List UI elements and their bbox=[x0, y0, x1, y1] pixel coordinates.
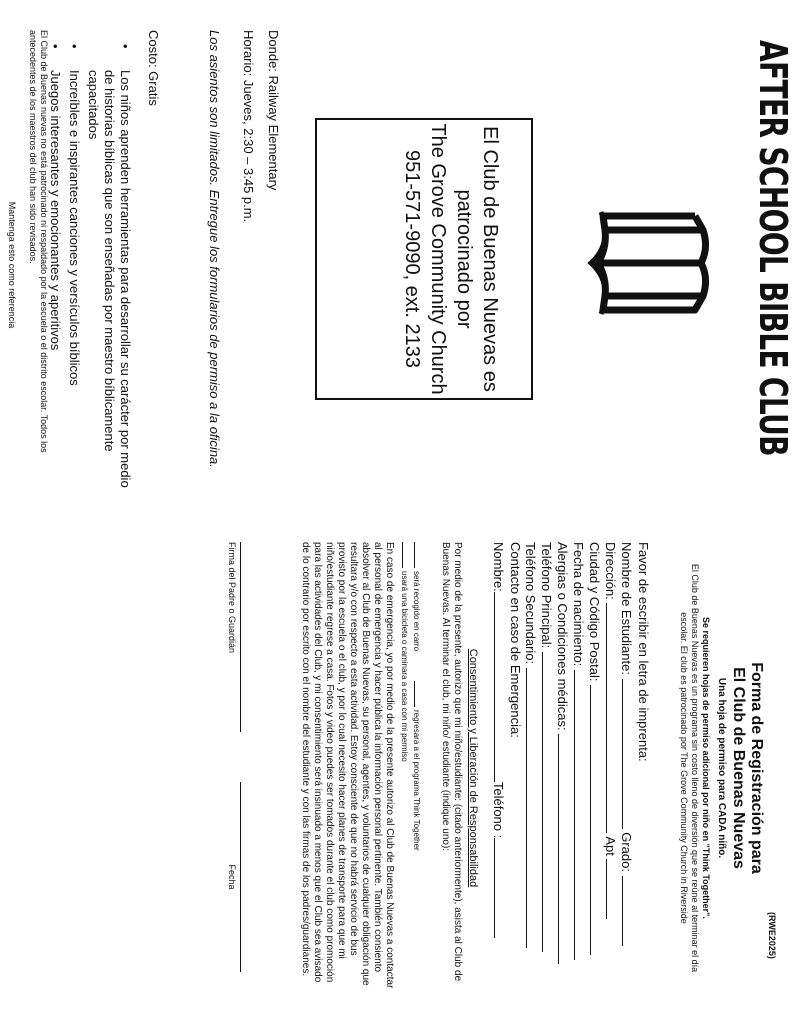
location-text: Donde: Railway Elementary bbox=[266, 30, 281, 191]
address-field[interactable] bbox=[606, 603, 619, 833]
sponsor-line: El Club de Buenas Nuevas es bbox=[479, 126, 501, 392]
form-note-text: El Club de Buenas Nuevas es un programa sin costo lleno de diversión que se reúne al terminar el día escolar. El club es patrocinado por The Grove Community Church in Riverside bbox=[679, 563, 700, 973]
allergies-field[interactable] bbox=[558, 734, 571, 964]
emergency-contact-label: Contacto en caso de Emergencia: bbox=[508, 542, 523, 738]
main-phone-field[interactable] bbox=[542, 652, 555, 952]
date-field[interactable] bbox=[227, 782, 241, 972]
open-book-icon bbox=[583, 208, 713, 328]
option-car-checkbox[interactable] bbox=[414, 542, 415, 568]
bullet-icon: • bbox=[118, 44, 133, 49]
option-walk-label: usará una bicicleta o caminara a casa con mi permiso bbox=[400, 571, 409, 762]
option-car-label: será recogido en carro bbox=[412, 571, 421, 652]
student-name-field[interactable] bbox=[622, 679, 635, 829]
emergency-name-label: Nombre: bbox=[491, 542, 506, 592]
grade-label: Grado: bbox=[619, 832, 634, 872]
benefit-text: Juegos interesantes y emocionantes y aperitivos bbox=[48, 70, 63, 351]
secondary-phone-field[interactable] bbox=[526, 668, 539, 948]
form-subtitle: Una hoja de permiso para CADA niño. bbox=[716, 677, 727, 859]
print-instruction: Favor de escribir en letra de imprenta: bbox=[636, 542, 651, 762]
cost-text: Costo: Gratis bbox=[146, 30, 161, 106]
option-walk-row bbox=[400, 542, 409, 762]
option-car-row bbox=[412, 542, 421, 851]
form-note bbox=[678, 548, 711, 988]
benefit-text: Los niños aprenden herramientas para desarrollar su carácter por medio de historias bíblicas que son enseñadas por maestro bíblicamente capacitados bbox=[86, 70, 133, 488]
emergency-phone-field[interactable] bbox=[494, 838, 507, 938]
city-zip-label: Ciudad y Código Postal: bbox=[587, 542, 602, 682]
apt-label: Apt bbox=[603, 836, 618, 856]
main-phone-label: Teléfono Principal: bbox=[539, 542, 554, 649]
allergies-label: Alergias o Condiciones médicas: bbox=[555, 542, 570, 731]
apt-field[interactable] bbox=[606, 859, 619, 919]
birth-date-field[interactable] bbox=[574, 670, 587, 960]
emergency-contact-row bbox=[508, 542, 523, 738]
schedule-text: Horario: Jueves, 2:30 – 3:45 p.m. bbox=[241, 30, 256, 223]
benefit-text: Increíbles e inspirantes canciones y versículos bíblicos bbox=[67, 70, 82, 386]
parent-signature-field[interactable] bbox=[227, 542, 241, 732]
birth-date-label: Fecha de nacimiento: bbox=[571, 542, 586, 667]
emergency-phone-label: Teléfono : bbox=[491, 781, 506, 839]
student-name-label: Nombre de Estudiante: bbox=[619, 542, 634, 675]
consent-paragraph: Por medio de la presente, autorizo que mi niño/estudiante: (citado anteriormente), asista al Club de Buenas Nuevas. Al terminar el club, mi niño/ estudiante (indique uno): bbox=[440, 542, 463, 982]
keep-reference-note: Mantenga esto como referencia bbox=[7, 201, 17, 329]
list-item bbox=[47, 30, 63, 500]
consent-heading: Consentimiento y Liberación de Responsabilidad bbox=[467, 648, 479, 888]
allergies-row bbox=[555, 542, 571, 964]
sponsor-phone: 951-571-9090, ext. 2133 bbox=[401, 150, 423, 368]
emergency-name-phone-row bbox=[491, 542, 507, 938]
birth-date-row bbox=[571, 542, 587, 960]
list-item bbox=[85, 30, 133, 500]
form-note-bold: Se requieren hojas de permiso adicional por niño en "Think Together". bbox=[701, 617, 711, 919]
benefits-list bbox=[44, 30, 133, 500]
option-program-label: regresara a el programa Think Together bbox=[412, 710, 421, 851]
city-zip-field[interactable] bbox=[590, 685, 603, 955]
address-label: Dirección: bbox=[603, 542, 618, 600]
registration-form-panel bbox=[0, 512, 801, 1024]
option-program-checkbox[interactable] bbox=[414, 681, 415, 707]
sponsor-line: patrocinado por bbox=[453, 189, 475, 329]
form-title-line: El Club de Buenas Nuevas bbox=[730, 667, 747, 869]
date-label: Fecha bbox=[227, 864, 237, 890]
form-title-line: Forma de Registración para bbox=[748, 662, 765, 874]
grade-field[interactable] bbox=[622, 876, 635, 946]
club-logo bbox=[551, 40, 795, 460]
sponsor-church: The Grove Community Church bbox=[427, 123, 449, 395]
emergency-name-field[interactable] bbox=[494, 592, 507, 782]
signature-label: Firma del Padre o Guardián bbox=[227, 542, 237, 654]
seats-note: Los asientos son limitados. Entregue los formularios de permiso a la oficina. bbox=[207, 30, 222, 468]
form-title bbox=[729, 512, 765, 1024]
bullet-icon: • bbox=[67, 44, 82, 49]
main-phone-row bbox=[539, 542, 555, 952]
student-name-row bbox=[619, 542, 635, 946]
list-item bbox=[66, 30, 82, 500]
disclaimer-text: El Club de Buenas nuevas no está patrocinado ni respaldado por la escuela o el distrito escolar. Todos los antecedentes de los maestros del club han sido revisados. bbox=[28, 30, 49, 453]
secondary-phone-row bbox=[523, 542, 539, 948]
form-code: (RWE2025) bbox=[767, 912, 777, 959]
secondary-phone-label: Teléfono Secundario: bbox=[523, 542, 538, 665]
address-row bbox=[603, 542, 619, 919]
logo-title: AFTER SCHOOL BIBLE CLUB bbox=[751, 40, 795, 456]
sponsor-box bbox=[315, 118, 533, 400]
liability-paragraph: En caso de emergencia, yo por medio de la presente autorizo al Club de Buenas Nuevas a contactar al personal de emergencia y hacer pública la información personal pertinente. También consiento absolver al Club de Buenas Nuevas, su personal, agentes, y voluntarios de cualquier obligación que resultara y/o con respecto a esta actividad. Estoy consciente de que no habrá servicio de bus provisto por la escuela o el club, y por lo cual necesito hacer planes de transporte para que mi niño/estudiante regrese a casa. Fotos y video puedes ser tomados durante el club como promoción para las actividades del Club, y mi consentimiento será insinuado a menos que el Club sea avisado de lo contrario por escrito con el nombre del estudiante y con las firmas de los padres/guardianes. bbox=[300, 542, 395, 989]
option-walk-checkbox[interactable] bbox=[402, 542, 403, 568]
bullet-icon: • bbox=[48, 44, 63, 49]
city-zip-row bbox=[587, 542, 603, 955]
